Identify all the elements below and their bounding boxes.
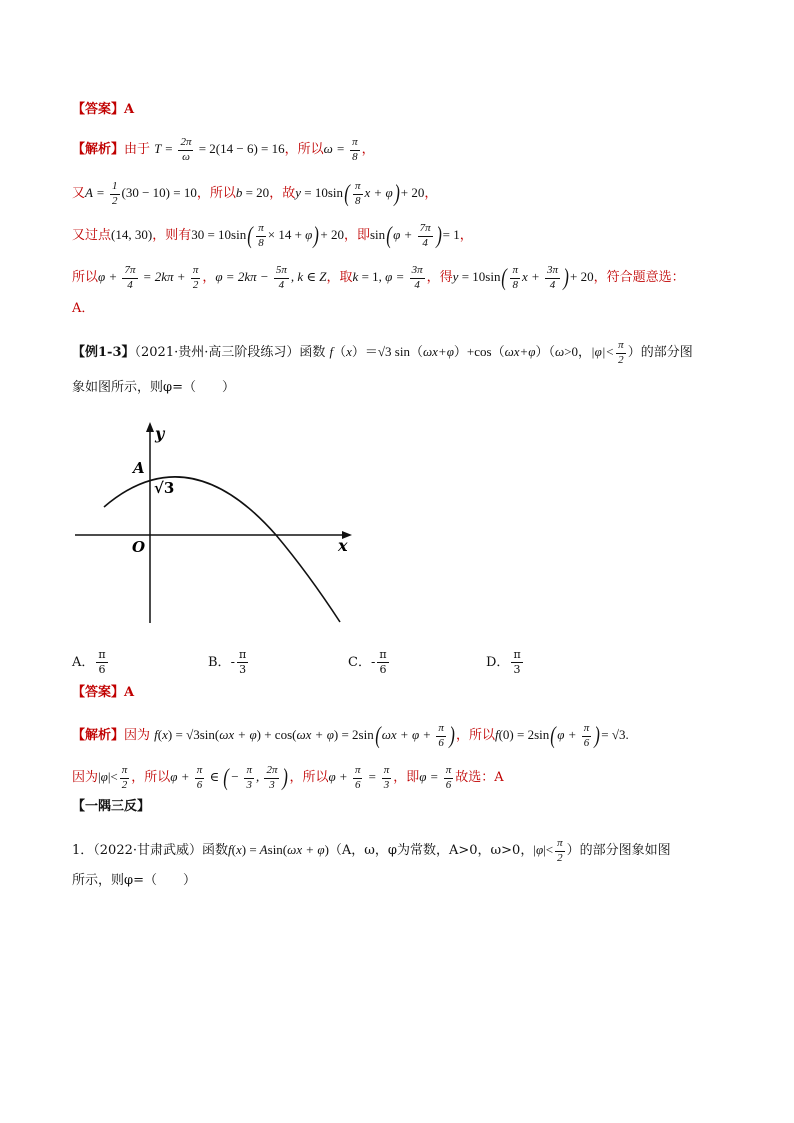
answer-line-1 xyxy=(72,103,134,116)
analysis2-text: 因为 xyxy=(124,728,151,744)
math-problem-function: f(x) = Asin(ωx + φ) xyxy=(228,842,329,858)
problem1-text: 1．（2022·甘肃武威）函数 xyxy=(72,843,228,859)
analysis2-line1 xyxy=(72,722,629,751)
analysis1-text: ，所以 xyxy=(196,186,236,202)
analysis1-text: ，即 xyxy=(343,228,370,244)
option-letter: D． xyxy=(486,654,510,670)
math-amplitude: A = $\frac{1}{2}$ (30 − 10) = 10 xyxy=(85,180,197,207)
analysis2-text: 故选：A xyxy=(455,770,504,786)
math-period: T = $\frac{2\pi}{\omega}$ = 2(14 − 6) = 16 xyxy=(154,136,285,163)
math-y-final: y = 10sin( $\frac{\pi}{8}$ x + $\frac{3\pi}{4}$ )+ 20 xyxy=(452,264,594,292)
option-den: 3 xyxy=(239,662,247,676)
analysis1-text: 又过点 xyxy=(72,228,112,244)
analysis2-text: ，所以 xyxy=(455,728,495,744)
math-phase-solve: φ = 2kπ − $\frac{5\pi}{4}$ , k ∈ Z xyxy=(215,264,327,291)
math-y-partial: y = 10sin( $\frac{\pi}{8}$ x + φ)+ 20 xyxy=(295,180,425,208)
analysis1-text: 又 xyxy=(72,186,86,202)
answer-value: A xyxy=(124,102,135,117)
math-function-def: f（x）＝√3 sin（ωx+φ）+cos（ωx+φ）（ω>0，|φ|< $\frac{\pi}{2}$ ） xyxy=(329,339,641,366)
problem1-text: （A，ω，φ为常数，A>0，ω>0， xyxy=(328,843,534,859)
answer-value: A xyxy=(124,685,135,700)
analysis1-line3 xyxy=(72,222,473,251)
analysis-label: 【解析】 xyxy=(72,142,125,158)
option-sign: - xyxy=(230,654,235,670)
analysis2-line2 xyxy=(72,764,504,793)
section-heading: 【一隅三反】 xyxy=(72,799,151,814)
analysis1-text: ，故 xyxy=(269,186,296,202)
analysis2-text: ，所以 xyxy=(289,770,329,786)
option-den: 6 xyxy=(98,662,106,676)
analysis1-line2 xyxy=(72,180,437,209)
option-den: 3 xyxy=(513,662,521,676)
analysis2-text: ，所以 xyxy=(131,770,171,786)
option-letter: C． xyxy=(348,654,371,670)
answer-label: 【答案】 xyxy=(72,102,125,117)
analysis1-line5: A． xyxy=(72,301,95,316)
analysis1-line1 xyxy=(72,136,375,165)
math-phase-sum: φ + $\frac{\pi}{6}$ = $\frac{\pi}{3}$ xyxy=(328,764,390,791)
analysis1-text: ， xyxy=(202,270,216,286)
math-problem-bound: |φ|< $\frac{\pi}{2}$ xyxy=(533,837,563,864)
analysis1-text: ， xyxy=(424,186,438,202)
option-d[interactable] xyxy=(486,648,525,677)
math-b: b = 20 xyxy=(235,185,270,201)
analysis2-text: 因为 xyxy=(72,770,99,786)
option-sign: - xyxy=(370,654,376,670)
option-letter: A． xyxy=(72,654,95,670)
analysis1-text: 由于 xyxy=(124,142,151,158)
problem1-line2: 所示，则φ=（ ） xyxy=(72,873,196,888)
option-b[interactable] xyxy=(208,648,250,677)
math-phi-answer: φ = $\frac{\pi}{6}$ xyxy=(419,764,452,791)
x-axis-label: x xyxy=(338,536,348,555)
analysis1-text: ，则有 xyxy=(152,228,192,244)
answer-line-2 xyxy=(72,686,134,699)
answer-label: 【答案】 xyxy=(72,685,125,700)
analysis1-text: ，符合题意选： xyxy=(593,270,685,286)
math-identity: f(x) = √3sin(ωx + φ) + cos(ωx + φ) = 2sin(ωx + φ + $\frac{\pi}{6}$ ) xyxy=(154,722,455,750)
math-sin-eq: sin(φ + $\frac{7\pi}{4}$ )= 1 xyxy=(369,222,460,250)
option-num: π xyxy=(379,648,387,661)
example-stem-mid: 的部分图 xyxy=(640,345,693,361)
example-stem-line2: 象如图所示，则φ=（ ） xyxy=(72,380,235,395)
analysis1-text: ，取 xyxy=(326,270,353,286)
analysis1-text: ， xyxy=(459,228,473,244)
y-axis-arrow-icon xyxy=(146,422,154,432)
example-stem-line1 xyxy=(72,339,693,368)
math-interval: φ + $\frac{\pi}{6}$ ∈ (− $\frac{\pi}{3}$ , $\frac{2\pi}{3}$ ) xyxy=(170,764,289,792)
math-phi-bound: |φ|< $\frac{\pi}{2}$ xyxy=(98,764,128,791)
option-num: π xyxy=(238,648,247,661)
a-label: A xyxy=(133,459,145,477)
math-phase-eq: φ + $\frac{7\pi}{4}$ = 2kπ + $\frac{\pi}{2}$ xyxy=(98,264,199,291)
math-f0: f(0) = 2sin(φ + $\frac{\pi}{6}$ )= √3. xyxy=(494,722,629,750)
analysis1-text: 所以 xyxy=(72,270,99,286)
option-num: π xyxy=(98,648,106,661)
analysis1-line4 xyxy=(72,264,685,293)
option-num: π xyxy=(513,648,521,661)
problem1-line1 xyxy=(72,837,671,866)
analysis2-text: ，即 xyxy=(393,770,420,786)
function-graph xyxy=(70,418,370,633)
option-a[interactable] xyxy=(72,648,110,677)
example-label: 【例1-3】 xyxy=(72,345,135,361)
math-k-choice: k = 1, φ = $\frac{3\pi}{4}$ xyxy=(352,264,423,291)
analysis1-text: ， xyxy=(361,142,375,158)
origin-label: O xyxy=(132,538,146,556)
problem1-text: ）的部分图象如图 xyxy=(566,843,671,859)
analysis1-text: ，得 xyxy=(426,270,453,286)
y-axis-label: y xyxy=(155,424,165,443)
math-omega: ω = $\frac{\pi}{8}$ xyxy=(323,136,358,163)
sqrt3-label: √3 xyxy=(154,479,175,497)
option-letter: B． xyxy=(208,654,231,670)
option-c[interactable] xyxy=(348,648,391,677)
option-den: 6 xyxy=(379,662,387,676)
example-source: （2021·贵州·高三阶段练习）函数 xyxy=(134,345,326,361)
analysis1-text: ，所以 xyxy=(284,142,324,158)
math-point: (14, 30) xyxy=(111,227,153,243)
analysis-label: 【解析】 xyxy=(72,728,125,744)
math-substitute: 30 = 10sin( $\frac{\pi}{8}$ × 14 + φ)+ 20 xyxy=(191,222,344,250)
